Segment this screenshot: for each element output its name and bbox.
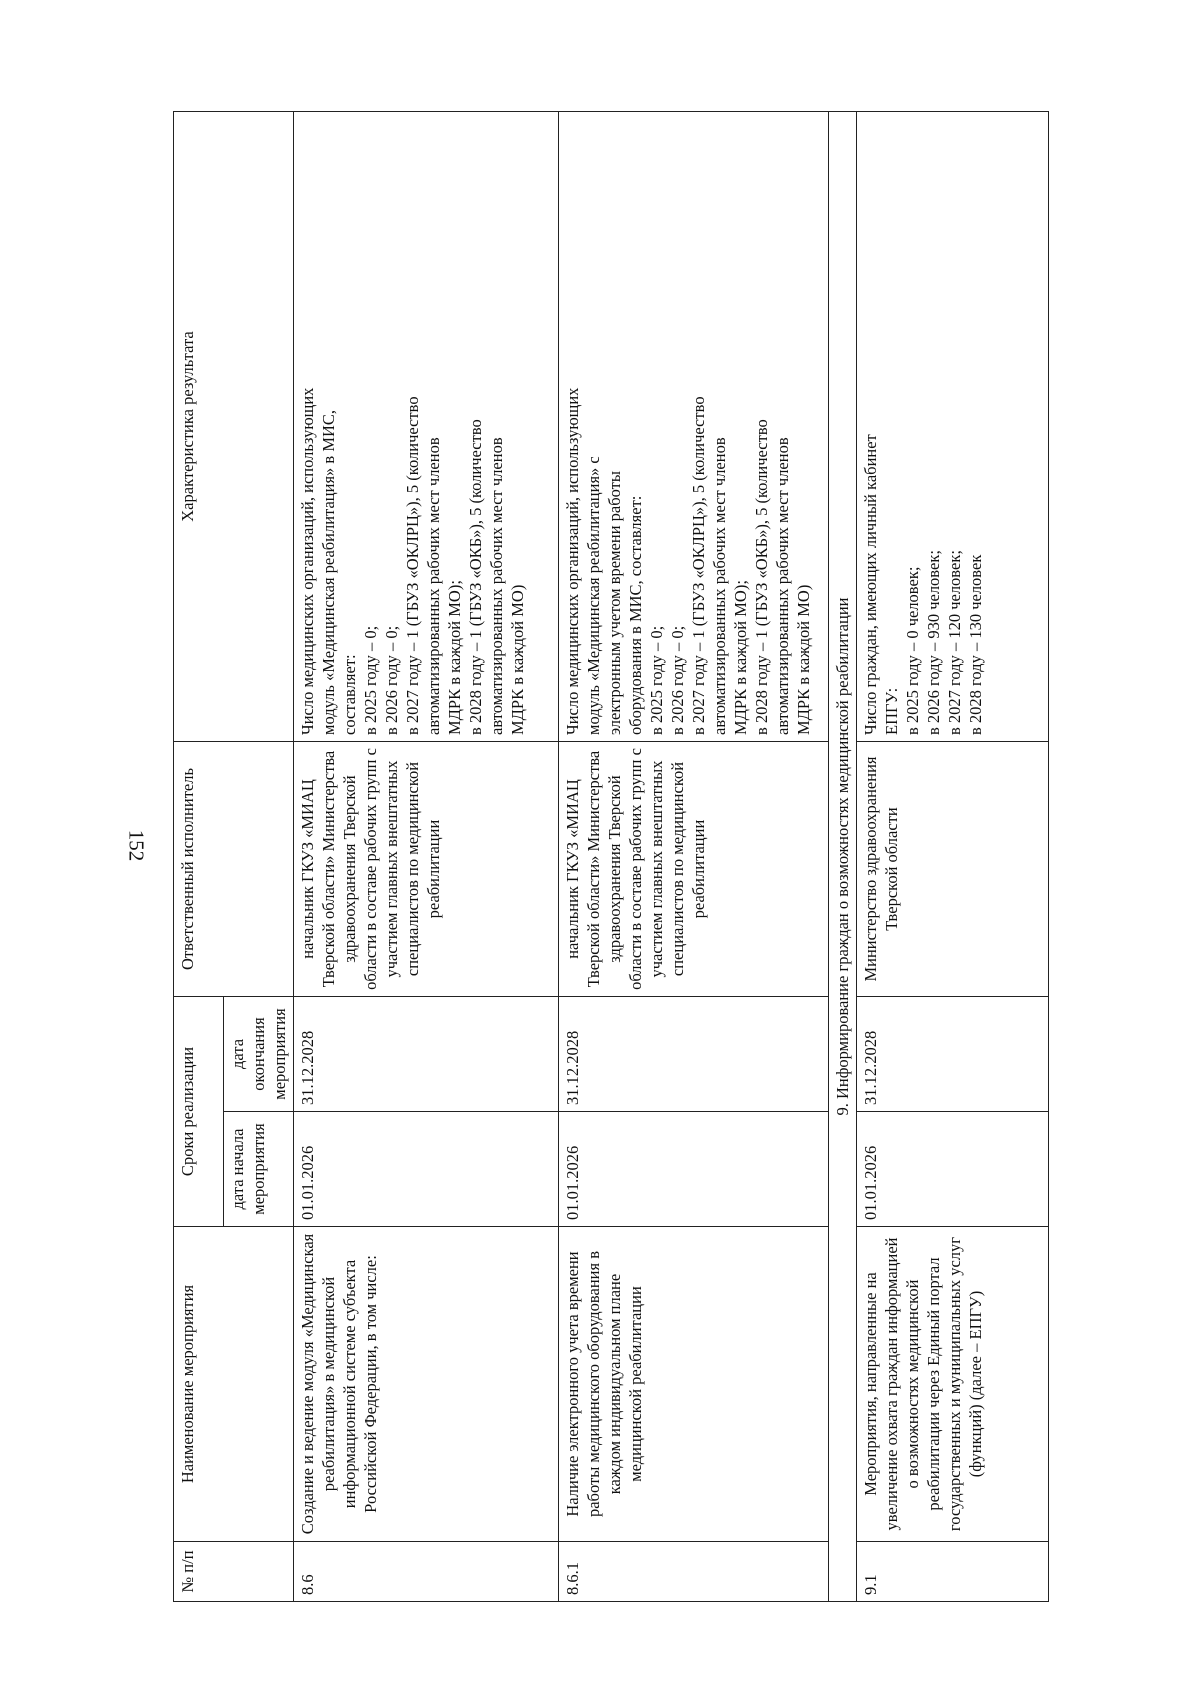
result-line: электронным учетом времени работы (605, 471, 624, 735)
table-row (294, 112, 559, 1602)
result-line: в 2027 году – 120 человек; (945, 550, 964, 735)
result-line: в 2028 году – 1 (ГБУЗ «ОКБ»), 5 (количество (752, 419, 771, 735)
row-num: 8.6.1 (559, 1542, 829, 1602)
result-line: Число граждан, имеющих личный кабинет (861, 434, 880, 735)
page-number: 152 (124, 829, 149, 862)
table-row (559, 112, 829, 1602)
header-end: дата окончания мероприятия (224, 997, 294, 1112)
result-line: в 2026 году – 0; (382, 625, 401, 735)
header-responsible: Ответственный исполнитель (174, 742, 294, 997)
row-result (857, 112, 1049, 742)
row-start: 01.01.2026 (559, 1112, 829, 1227)
header-start: дата начала мероприятия (224, 1112, 294, 1227)
result-line: МДРК в каждой МО) (794, 584, 813, 735)
result-line: в 2027 году – 1 (ГБУЗ «ОКЛРЦ»), 5 (количество (403, 396, 422, 735)
row-result (559, 112, 829, 742)
row-responsible: начальник ГКУЗ «МИАЦ Тверской области» Министерства здравоохранения Тверской области в составе рабочих групп с участием главных внештатных специалистов по медицинской реабилитации (559, 742, 829, 997)
result-line: составляет: (340, 654, 359, 735)
result-line: ЕПГУ: (882, 687, 901, 735)
result-line: МДРК в каждой МО) (508, 584, 527, 735)
result-line: в 2028 году – 1 (ГБУЗ «ОКБ»), 5 (количество (466, 419, 485, 735)
header-row (174, 112, 224, 1602)
row-start: 01.01.2026 (294, 1112, 559, 1227)
result-line: автоматизированных рабочих мест членов (773, 437, 792, 735)
row-end: 31.12.2028 (857, 997, 1049, 1112)
result-line: модуль «Медицинская реабилитация» с (584, 456, 603, 735)
row-start: 01.01.2026 (857, 1112, 1049, 1227)
row-name: Мероприятия, направленные на увеличение охвата граждан информацией о возможностях медицинской реабилитации через Единый портал государственных и муниципальных услуг (функций) (далее – ЕПГУ) (857, 1227, 1049, 1542)
result-line: модуль «Медицинская реабилитация» в МИС, (319, 409, 338, 735)
header-name: Наименование мероприятия (174, 1227, 294, 1542)
section-row (829, 112, 857, 1602)
table-row (857, 112, 1049, 1602)
row-responsible: Министерство здравоохранения Тверской области (857, 742, 1049, 997)
section-title: 9. Информирование граждан о возможностях медицинской реабилитации (829, 112, 857, 1602)
row-end: 31.12.2028 (559, 997, 829, 1112)
row-responsible: начальник ГКУЗ «МИАЦ Тверской области» Министерства здравоохранения Тверской области в составе рабочих групп с участием главных внештатных специалистов по медицинской реабилитации (294, 742, 559, 997)
result-line: в 2026 году – 930 человек; (924, 550, 943, 735)
row-num: 8.6 (294, 1542, 559, 1602)
result-line: автоматизированных рабочих мест членов (424, 437, 443, 735)
header-result: Характеристика результата (174, 112, 294, 742)
result-line: автоматизированных рабочих мест членов (710, 437, 729, 735)
result-line: Число медицинских организаций, использующих (298, 387, 317, 735)
row-result (294, 112, 559, 742)
result-line: в 2025 году – 0; (361, 625, 380, 735)
result-line: в 2027 году – 1 (ГБУЗ «ОКЛРЦ»), 5 (количество (689, 396, 708, 735)
result-line: в 2028 году – 130 человек (966, 554, 985, 735)
result-line: в 2026 году – 0; (668, 625, 687, 735)
activities-table (173, 111, 1049, 1602)
result-line: оборудования в МИС, составляет: (626, 495, 645, 735)
row-end: 31.12.2028 (294, 997, 559, 1112)
result-line: в 2025 году – 0; (647, 625, 666, 735)
header-terms: Сроки реализации (174, 997, 224, 1227)
result-line: автоматизированных рабочих мест членов (487, 437, 506, 735)
rotated-page (173, 112, 1033, 1602)
row-name: Создание и ведение модуля «Медицинская реабилитация» в медицинской информационной системе субъекта Российской Федерации, в том числе: (294, 1227, 559, 1542)
row-name: Наличие электронного учета времени работы медицинского оборудования в каждом индивидуальном плане медицинской реабилитации (559, 1227, 829, 1542)
result-line: в 2025 году – 0 человек; (903, 566, 922, 735)
row-num: 9.1 (857, 1542, 1049, 1602)
result-line: МДРК в каждой МО); (445, 580, 464, 735)
result-line: Число медицинских организаций, использующих (563, 387, 582, 735)
header-num: № п/п (174, 1542, 294, 1602)
result-line: МДРК в каждой МО); (731, 580, 750, 735)
